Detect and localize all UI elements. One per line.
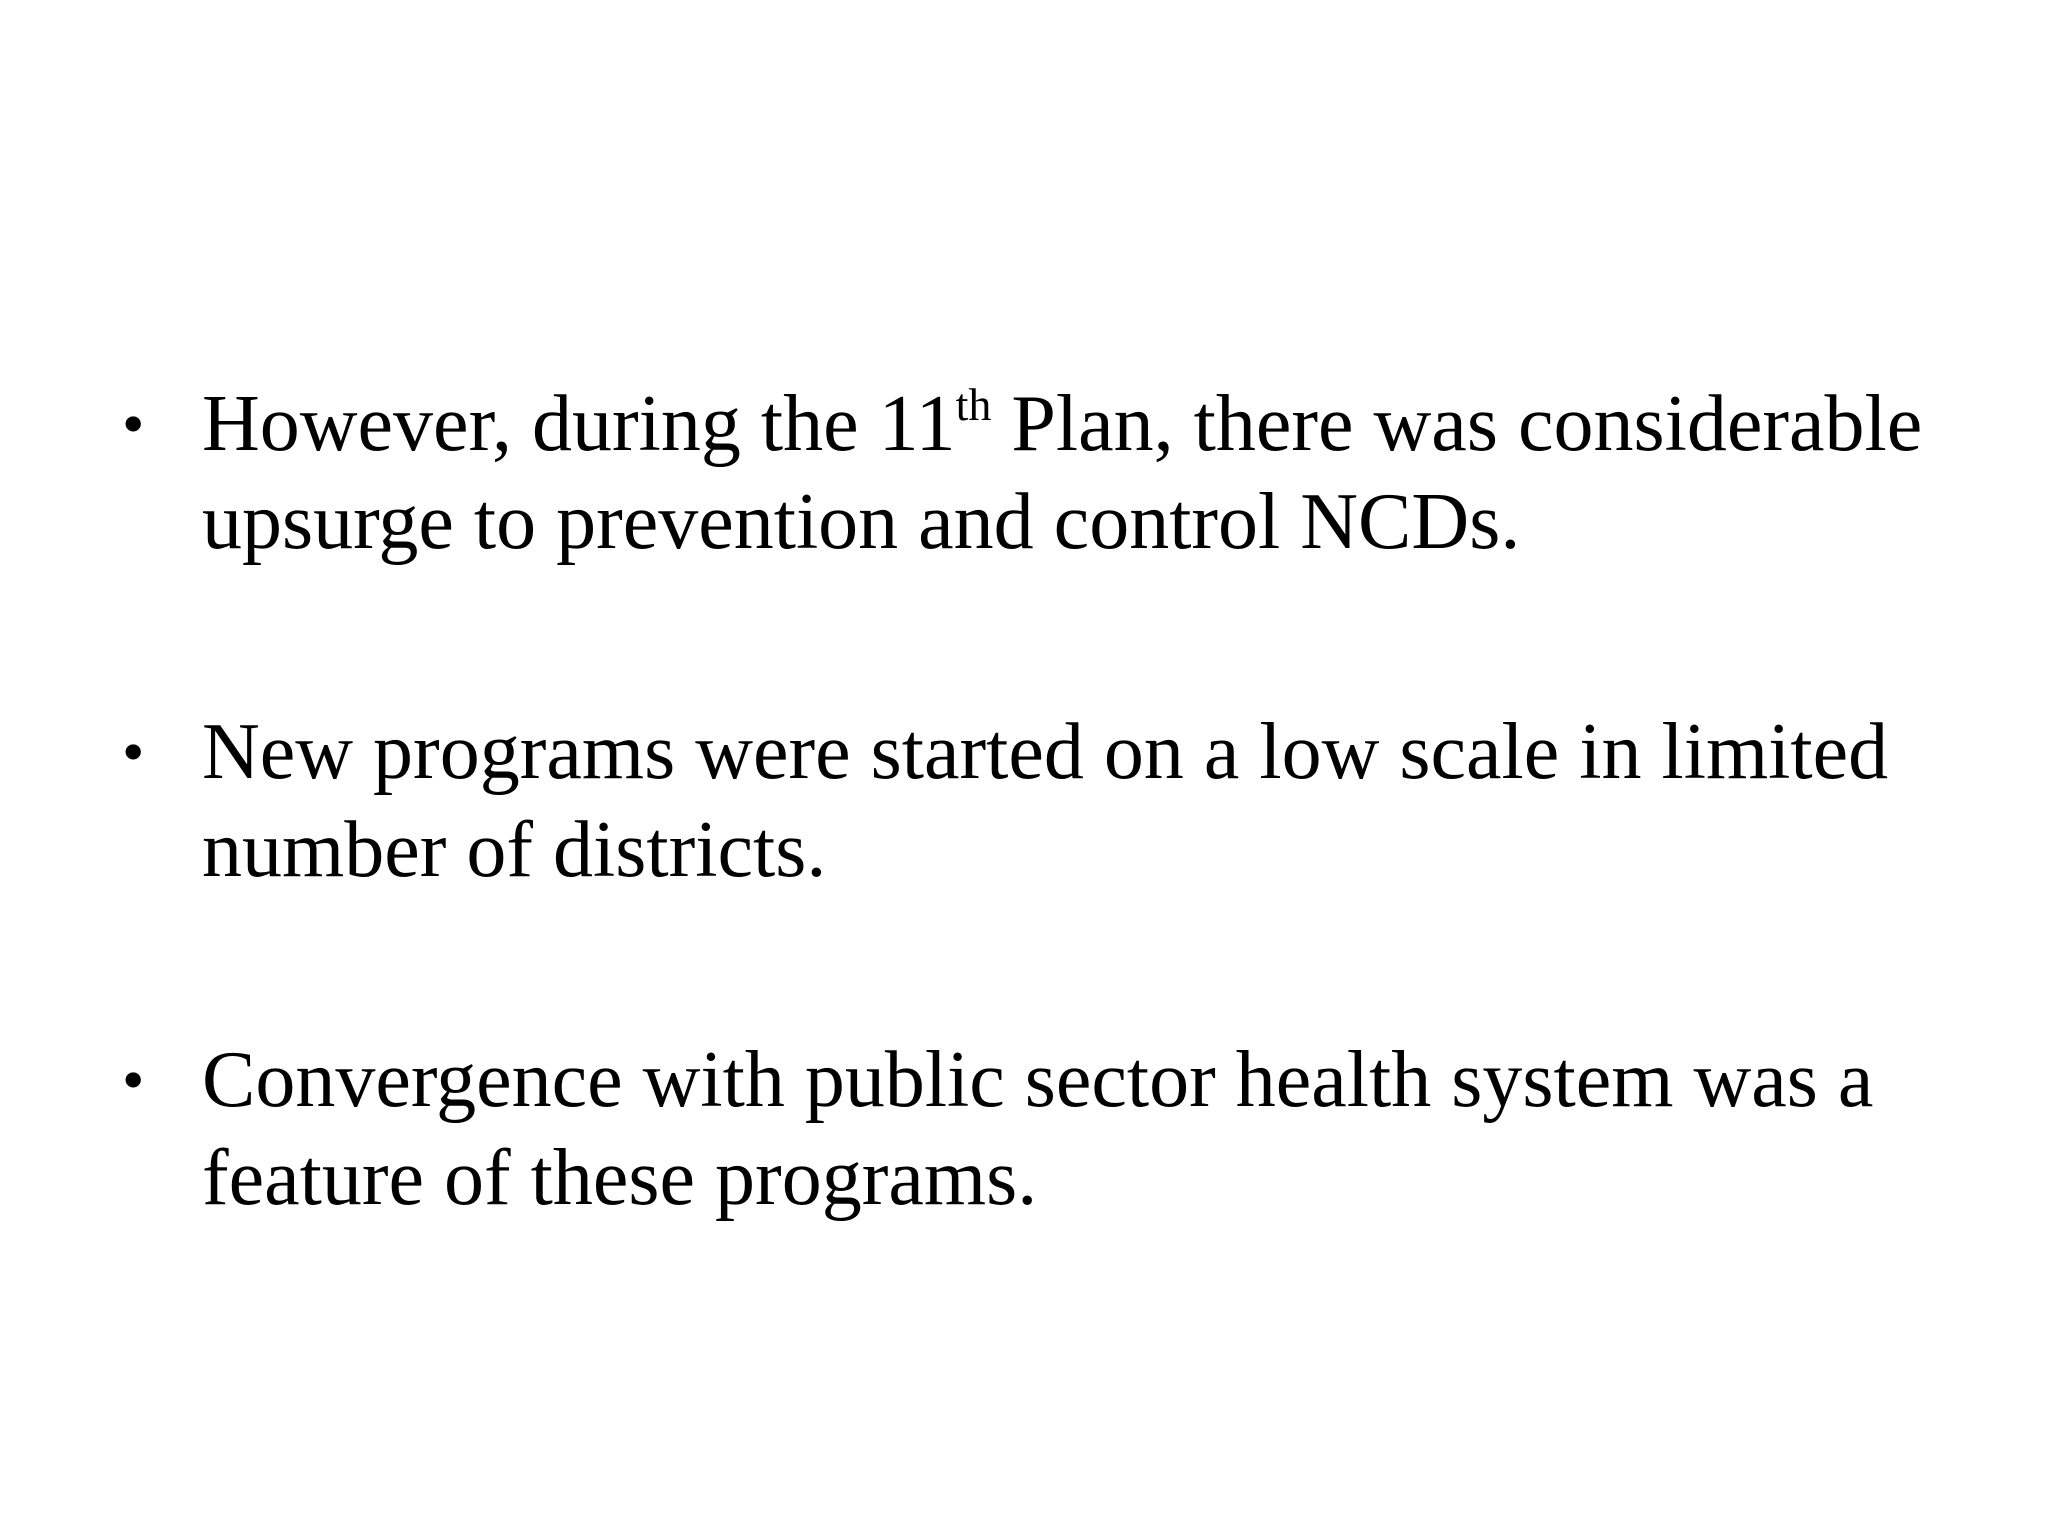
bullet-icon: • [122, 388, 145, 459]
bullet-item-2 [122, 703, 1962, 899]
ordinal-superscript: th [955, 379, 992, 430]
bullet-text-2: New programs were started on a low scale in limited number of districts. [202, 708, 1889, 894]
bullet-icon: • [122, 1044, 145, 1115]
bullet-text-3: Convergence with public sector health system was a feature of these programs. [202, 1036, 1874, 1222]
bullet-text-1-end: Plan, there was considerable upsurge to prevention and control NCDs. [202, 380, 1923, 566]
bullet-icon: • [122, 716, 145, 787]
bullet-text-1-start: However, during the 11 [202, 380, 956, 468]
bullet-item-1 [122, 375, 1962, 571]
bullet-item-3 [122, 1031, 1962, 1227]
bullet-list [122, 375, 1962, 1227]
